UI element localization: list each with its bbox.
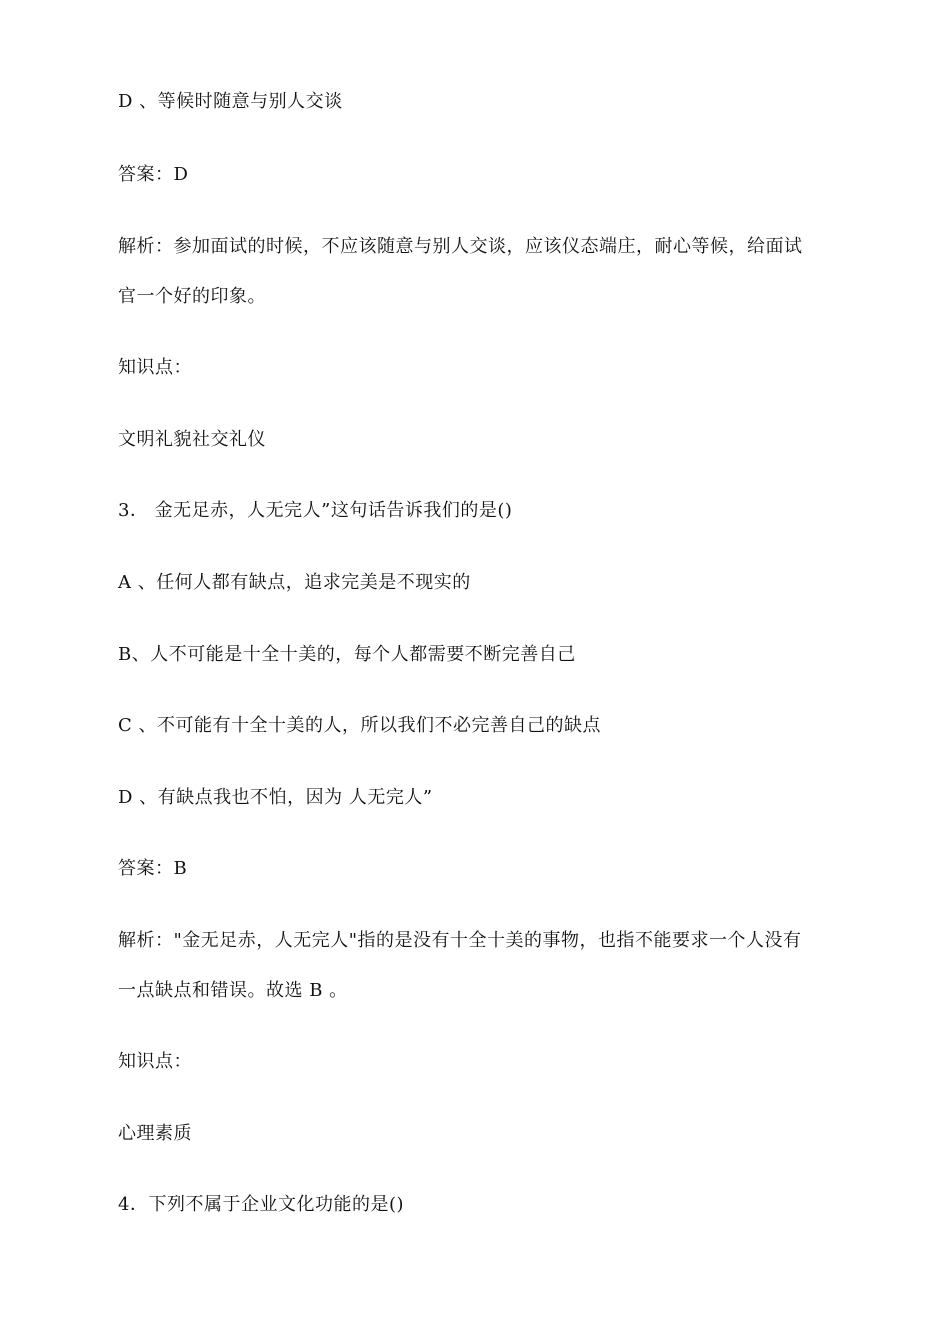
q2-answer: 答案：D [118,164,189,185]
q2-option-d: D 、等候时随意与别人交谈 [118,91,343,112]
q3-answer: 答案：B [118,858,188,879]
q2-knowledge-label: 知识点： [118,357,192,378]
q2-explanation-line-2: 官一个好的印象。 [118,286,266,307]
q3-option-c: C 、不可能有十全十美的人，所以我们不必完善自己的缺点 [118,715,601,736]
q2-knowledge-point: 文明礼貌社交礼仪 [118,429,266,450]
q3-explanation-line-1: 解析："金无足赤，人无完人"指的是没有十全十美的事物，也指不能要求一个人没有 [118,930,802,951]
q3-question: 3． 金无足赤，人无完人”这句话告诉我们的是() [118,500,513,521]
q3-option-b: B、人不可能是十全十美的，每个人都需要不断完善自己 [118,644,576,665]
q3-knowledge-point: 心理素质 [118,1123,192,1144]
q4-question: 4．下列不属于企业文化功能的是() [118,1194,404,1215]
q3-option-d: D 、有缺点我也不怕，因为 人无完人” [118,787,433,808]
q3-knowledge-label: 知识点： [118,1051,192,1072]
q3-explanation-line-2: 一点缺点和错误。故选 B 。 [118,980,348,1001]
q3-option-a: A 、任何人都有缺点，追求完美是不现实的 [118,572,471,593]
q2-explanation-line-1: 解析：参加面试的时候，不应该随意与别人交谈，应该仪态端庄，耐心等候，给面试 [118,236,803,257]
